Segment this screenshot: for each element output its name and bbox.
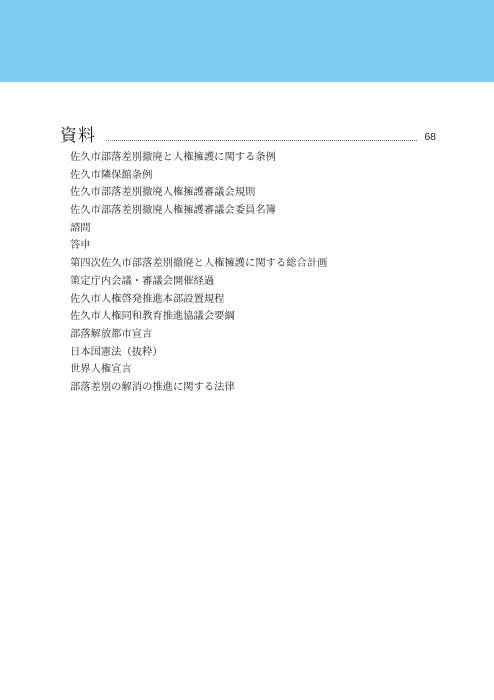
document-list (70, 149, 327, 397)
list-item[interactable]: 世界人権宣言 (70, 363, 132, 376)
list-item[interactable]: 佐久市人権啓発推進本部設置規程 (70, 292, 225, 305)
list-item[interactable]: 佐久市部落差別撤廃人権擁護審議会委員名簿 (70, 204, 276, 217)
list-item[interactable]: 第四次佐久市部落差別撤廃と人権擁護に関する総合計画 (70, 257, 328, 270)
list-item[interactable]: 策定庁内会議・審議会開催経過 (70, 274, 215, 287)
list-item[interactable]: 佐久市部落差別撤廃人権擁護審議会規則 (70, 186, 256, 199)
list-item[interactable]: 佐久市人権同和教育推進協議会要綱 (70, 310, 235, 323)
list-item[interactable]: 部落解放都市宣言 (70, 327, 153, 340)
list-item[interactable]: 答申 (70, 239, 91, 252)
section-heading (60, 120, 436, 146)
header-band (0, 0, 494, 82)
list-item[interactable]: 諮問 (70, 221, 91, 234)
list-item[interactable]: 佐久市部落差別撤廃と人権擁護に関する条例 (70, 151, 276, 163)
page-number: 68 (424, 131, 436, 143)
dot-leader (106, 140, 417, 141)
list-item[interactable]: 佐久市隣保館条例 (70, 168, 153, 181)
section-title: 資料 (60, 126, 96, 146)
list-item[interactable]: 日本国憲法（抜粋） (70, 345, 163, 358)
list-item[interactable]: 部落差別の解消の推進に関する法律 (70, 380, 235, 393)
